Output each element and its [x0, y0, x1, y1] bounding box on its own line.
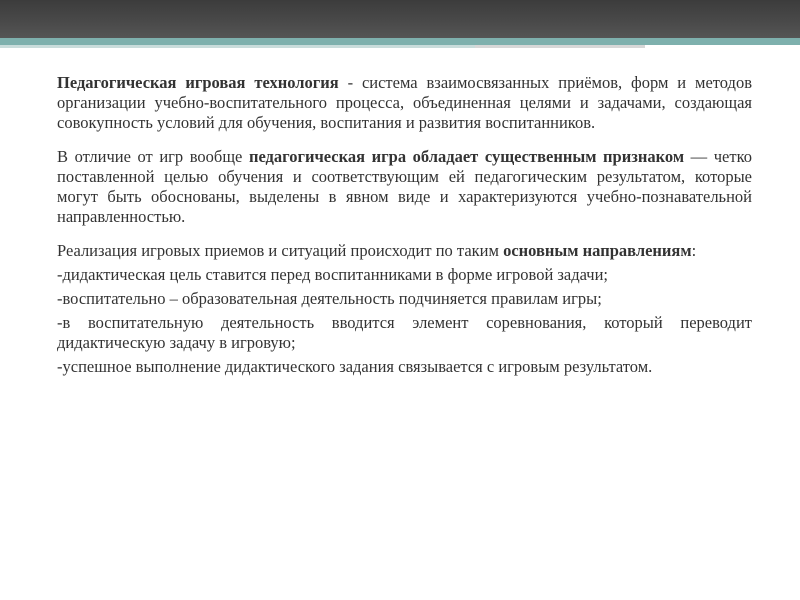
distinction-paragraph — [57, 147, 752, 227]
distinction-bold: педагогическая игра обладает существенным признаком — [248, 147, 685, 166]
list-item: -в воспитательную деятельность вводится элемент соревнования, который переводит дидактическую задачу в игровую; — [57, 313, 752, 352]
directions-bold: основным направлениям — [503, 241, 692, 260]
accent-line-gray — [475, 45, 645, 48]
list-item: -успешное выполнение дидактического задания связывается с игровым результатом. — [57, 357, 653, 376]
definition-paragraph — [57, 73, 752, 133]
directions-colon: : — [691, 241, 697, 260]
header-band — [0, 0, 800, 38]
definition-text: - система взаимосвязанных приёмов, форм и методов организации учебно-воспитательного процесса, объединенная целями и задачами, создающая совокупность условий для обучения, воспитания и развития воспитанников. — [57, 73, 752, 132]
directions-paragraph — [57, 241, 752, 261]
accent-stripe — [0, 38, 800, 45]
distinction-text: — четко поставленной целью обучения и соответствующим ей педагогическим результатом, которые могут быть обоснованы, выделены в явном виде и характеризуются учебно-познавательной направленностью. — [57, 147, 752, 226]
definition-term: Педагогическая игровая технология — [57, 73, 339, 92]
list-item: -воспитательно – образовательная деятельность подчиняется правилам игры; — [57, 289, 602, 308]
directions-lead: Реализация игровых приемов и ситуаций происходит по таким — [57, 241, 504, 260]
list-item: -дидактическая цель ставится перед воспитанниками в форме игровой задачи; — [57, 265, 609, 284]
distinction-lead: В отличие от игр вообще — [57, 147, 249, 166]
slide-body — [57, 73, 752, 381]
accent-stripe-light — [0, 45, 475, 48]
